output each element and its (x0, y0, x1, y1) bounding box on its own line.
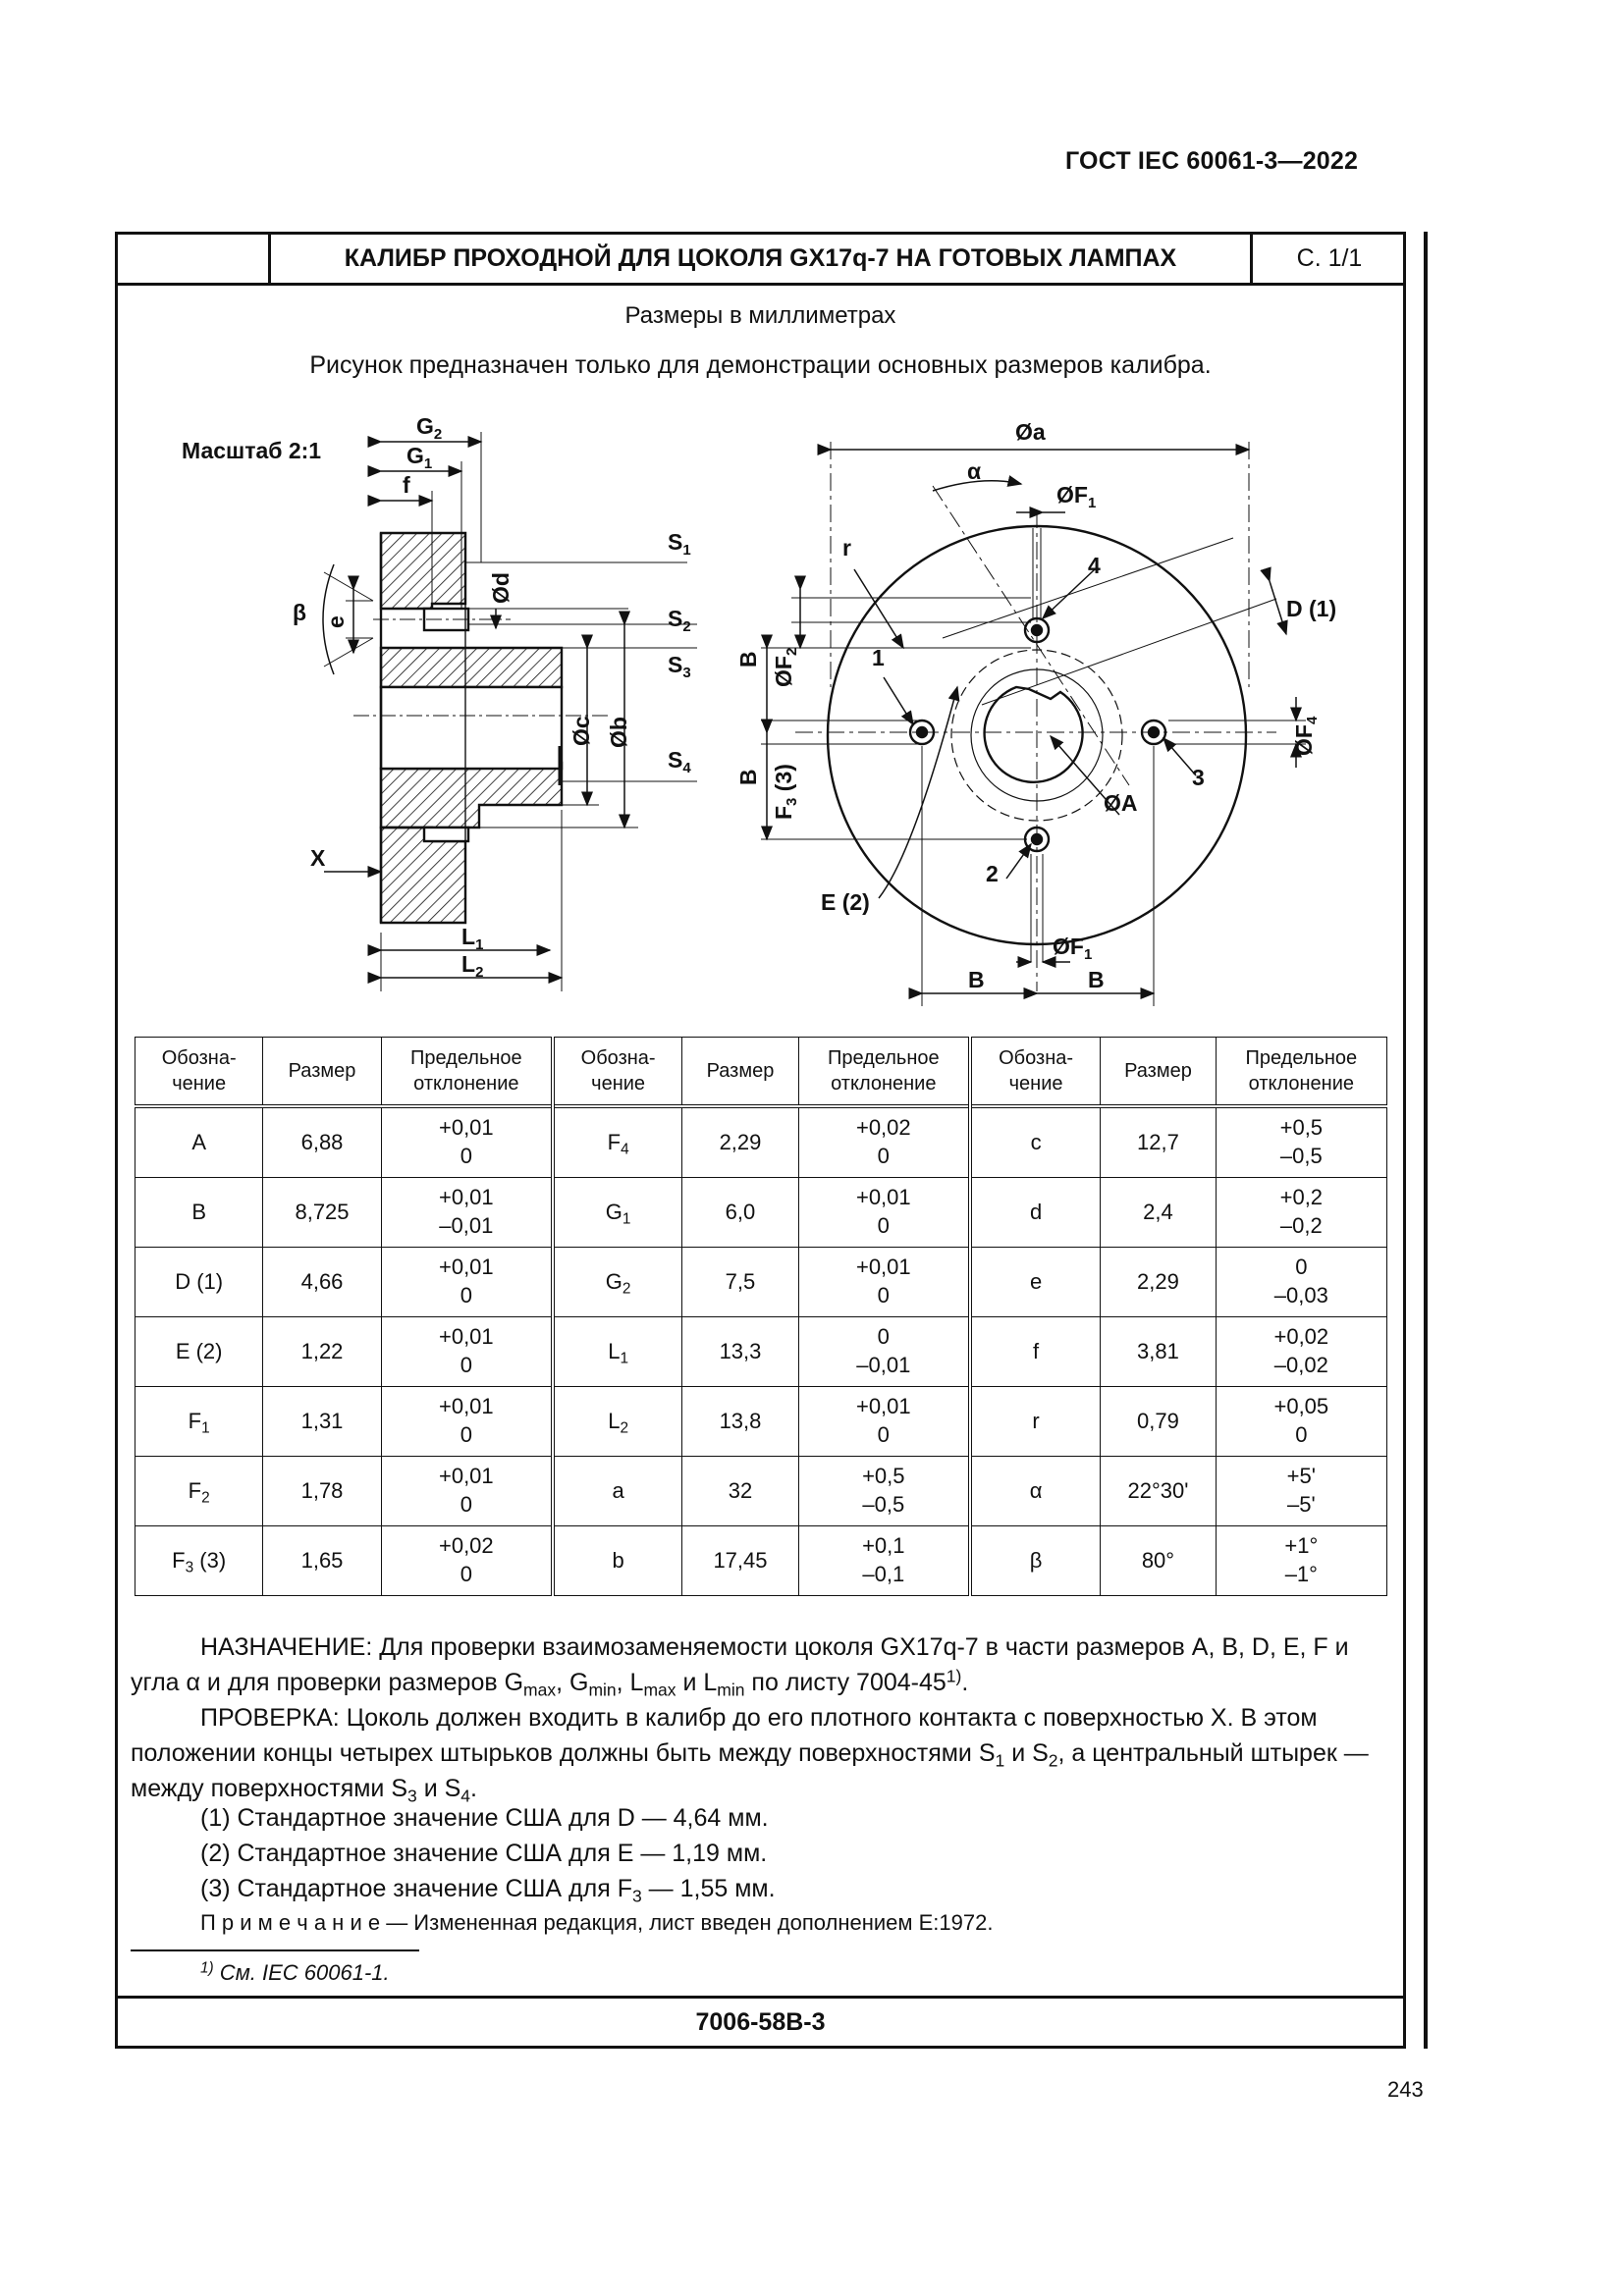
cell-designation: $L_1$ (553, 1317, 682, 1387)
table-row (135, 1178, 1387, 1248)
label-f2: $ØF_2$ (771, 647, 800, 687)
cell-tolerance: +5' –5' (1216, 1457, 1386, 1526)
footnote-3: (3) Стандартное значение США для $F_3$ — 1,55 мм. (200, 1875, 776, 1906)
label-x: X (310, 845, 326, 871)
cell-tolerance: +0,01 –0,01 (381, 1178, 553, 1248)
cell-tolerance: +1° –1° (1216, 1526, 1386, 1596)
cell-tolerance: +0,02 –0,02 (1216, 1317, 1386, 1387)
cell-designation: α (970, 1457, 1101, 1526)
cell-designation: b (553, 1526, 682, 1596)
label-f1-bottom: $ØF_1$ (1053, 934, 1093, 963)
cell-tolerance: 0 –0,03 (1216, 1248, 1386, 1317)
cell-size: 1,78 (263, 1457, 381, 1526)
cell-designation: β (970, 1526, 1101, 1596)
label-c: Øc (568, 716, 594, 746)
header-designation: Обозна-чение (553, 1038, 682, 1107)
header-designation: Обозна-чение (970, 1038, 1101, 1107)
label-b-left: B (735, 651, 761, 667)
header-size: Размер (1101, 1038, 1216, 1107)
table-row (135, 1317, 1387, 1387)
cell-size: 8,725 (263, 1178, 381, 1248)
cell-designation: r (970, 1387, 1101, 1457)
cell-size: 7,5 (682, 1248, 798, 1317)
cell-tolerance: +0,01 0 (381, 1106, 553, 1178)
figure-note: Рисунок предназначен только для демонстрации основных размеров калибра. (309, 351, 1212, 379)
label-d: Ød (488, 572, 514, 604)
cell-tolerance: +0,01 0 (381, 1248, 553, 1317)
cell-tolerance: +0,01 0 (798, 1178, 970, 1248)
cell-designation: B (135, 1178, 263, 1248)
footnote-rule (131, 1949, 419, 1951)
label-l2: $L_2$ (461, 951, 484, 981)
cell-size: 6,88 (263, 1106, 381, 1178)
label-b-bottom-left: B (968, 967, 985, 992)
label-f4: $ØF_4$ (1291, 716, 1321, 756)
footer-rule (115, 1996, 1406, 1999)
label-g1: $G_1$ (406, 443, 433, 472)
cell-designation: f (970, 1317, 1101, 1387)
check-paragraph: ПРОВЕРКА: Цоколь должен входить в калибр до его плотного контакта с поверхностью X. В этом положении концы четырех штырьков должны быть между поверхностями $S_1$ и $S_2$, а центральный штырек — между поверхностями $S_3$ и $S_4$. (131, 1704, 1369, 1806)
label-s1: $S_1$ (668, 529, 691, 559)
units-line: Размеры в миллиметрах (624, 302, 896, 329)
cell-designation: $F_4$ (553, 1106, 682, 1178)
cell-designation: D (1) (135, 1248, 263, 1317)
header-designation: Обозна-чение (135, 1038, 263, 1107)
section-view (323, 432, 697, 991)
cell-size: 6,0 (682, 1178, 798, 1248)
cell-tolerance: +0,5 –0,5 (798, 1457, 970, 1526)
cell-size: 1,65 (263, 1526, 381, 1596)
cell-designation: $F_1$ (135, 1387, 263, 1457)
cell-designation: d (970, 1178, 1101, 1248)
label-pin-1: 1 (872, 645, 885, 670)
header-size: Размер (263, 1038, 381, 1107)
table-row (135, 1387, 1387, 1457)
label-A: ØA (1104, 790, 1138, 816)
label-s3: $S_3$ (668, 652, 691, 681)
cell-size: 1,31 (263, 1387, 381, 1457)
cell-designation: E (2) (135, 1317, 263, 1387)
cell-tolerance: +0,01 0 (381, 1317, 553, 1387)
label-b-bottom-right: B (1088, 967, 1105, 992)
cell-designation: $F_3$ (3) (135, 1526, 263, 1596)
footnote-2: (2) Стандартное значение США для E — 1,19 мм. (200, 1840, 768, 1867)
cell-tolerance: +0,01 0 (381, 1457, 553, 1526)
label-pin-3: 3 (1192, 765, 1205, 790)
label-beta: β (293, 600, 307, 625)
label-g2: $G_2$ (416, 413, 443, 443)
cell-designation: $G_2$ (553, 1248, 682, 1317)
cell-size: 4,66 (263, 1248, 381, 1317)
dimension-table (135, 1037, 1387, 1596)
front-view (761, 442, 1306, 1006)
gauge-drawing (0, 0, 1623, 1041)
label-l1: $L_1$ (461, 924, 484, 953)
label-s2: $S_2$ (668, 606, 691, 635)
cell-tolerance: +0,2 –0,2 (1216, 1178, 1386, 1248)
cell-size: 13,3 (682, 1317, 798, 1387)
table-row (135, 1457, 1387, 1526)
cell-tolerance: 0 –0,01 (798, 1317, 970, 1387)
cell-tolerance: +0,01 0 (381, 1387, 553, 1457)
standard-code: ГОСТ IEC 60061-3—2022 (1065, 147, 1359, 175)
footnote-1: (1) Стандартное значение США для D — 4,64 мм. (200, 1804, 769, 1832)
section-top-boss (381, 648, 562, 687)
sheet-number: 7006-58B-3 (695, 2008, 826, 2036)
cell-tolerance: +0,01 0 (798, 1387, 970, 1457)
cell-tolerance: +0,1 –0,1 (798, 1526, 970, 1596)
cell-designation: $F_2$ (135, 1457, 263, 1526)
cell-tolerance: +0,01 0 (798, 1248, 970, 1317)
cell-size: 3,81 (1101, 1317, 1216, 1387)
cell-tolerance: +0,02 0 (381, 1526, 553, 1596)
label-f: f (403, 472, 410, 498)
cell-size: 0,79 (1101, 1387, 1216, 1457)
header-tolerance: Предельное отклонение (381, 1038, 553, 1107)
cell-tolerance: +0,05 0 (1216, 1387, 1386, 1457)
header-tolerance: Предельное отклонение (1216, 1038, 1386, 1107)
cell-designation: A (135, 1106, 263, 1178)
label-alpha: α (967, 458, 982, 484)
label-f3: $F_3$ (3) (771, 764, 800, 820)
cell-designation: c (970, 1106, 1101, 1178)
purpose-paragraph: НАЗНАЧЕНИЕ: Для проверки взаимозаменяемости цоколя GX17q-7 в части размеров A, B, D, E, F и угла α и для проверки размеров $G_{max}$, $G_{min}$, $L_{max}$ и $L_{min}$ по листу 7004-45$^{1)}$. (131, 1633, 1349, 1700)
label-a: Øa (1015, 419, 1046, 445)
label-s4: $S_4$ (668, 747, 691, 776)
section-bottom-boss (381, 763, 562, 828)
label-f1-top: $ØF_1$ (1056, 482, 1097, 511)
note: П р и м е ч а н и е — Измененная редакция, лист введен дополнением E:1972. (200, 1910, 994, 1935)
sheet-title: КАЛИБР ПРОХОДНОЙ ДЛЯ ЦОКОЛЯ GX17q-7 НА ГОТОВЫХ ЛАМПАХ (271, 232, 1253, 286)
cell-designation: $G_1$ (553, 1178, 682, 1248)
footnote-reference: $^{1)}$ См. IEC 60061-1. (200, 1959, 390, 1985)
label-b: Øb (606, 717, 631, 748)
cell-designation: a (553, 1457, 682, 1526)
cell-tolerance: +0,02 0 (798, 1106, 970, 1178)
table-header-row (135, 1038, 1387, 1107)
cell-size: 2,29 (1101, 1248, 1216, 1317)
header-size: Размер (682, 1038, 798, 1107)
cell-size: 80° (1101, 1526, 1216, 1596)
sheet-page-ref: С. 1/1 (1296, 244, 1363, 272)
label-b-left-2: B (735, 769, 761, 785)
cell-size: 13,8 (682, 1387, 798, 1457)
label-e: e (323, 615, 349, 628)
cell-designation: e (970, 1248, 1101, 1317)
cell-designation: $L_2$ (553, 1387, 682, 1457)
section-top-flange (381, 533, 465, 609)
table-row (135, 1248, 1387, 1317)
label-r: r (842, 535, 851, 561)
label-d1: D (1) (1286, 596, 1337, 621)
header-tolerance: Предельное отклонение (798, 1038, 970, 1107)
cell-size: 17,45 (682, 1526, 798, 1596)
label-pin-2: 2 (986, 861, 999, 886)
cell-size: 2,4 (1101, 1178, 1216, 1248)
cell-size: 2,29 (682, 1106, 798, 1178)
table-row (135, 1526, 1387, 1596)
cell-size: 22°30' (1101, 1457, 1216, 1526)
scale-label: Масштаб 2:1 (182, 438, 322, 463)
table-row (135, 1106, 1387, 1178)
page-number: 243 (1387, 2077, 1424, 2102)
cell-size: 32 (682, 1457, 798, 1526)
cell-size: 1,22 (263, 1317, 381, 1387)
label-pin-4: 4 (1088, 553, 1101, 578)
label-e2: E (2) (821, 889, 870, 915)
cell-tolerance: +0,5 –0,5 (1216, 1106, 1386, 1178)
cell-size: 12,7 (1101, 1106, 1216, 1178)
